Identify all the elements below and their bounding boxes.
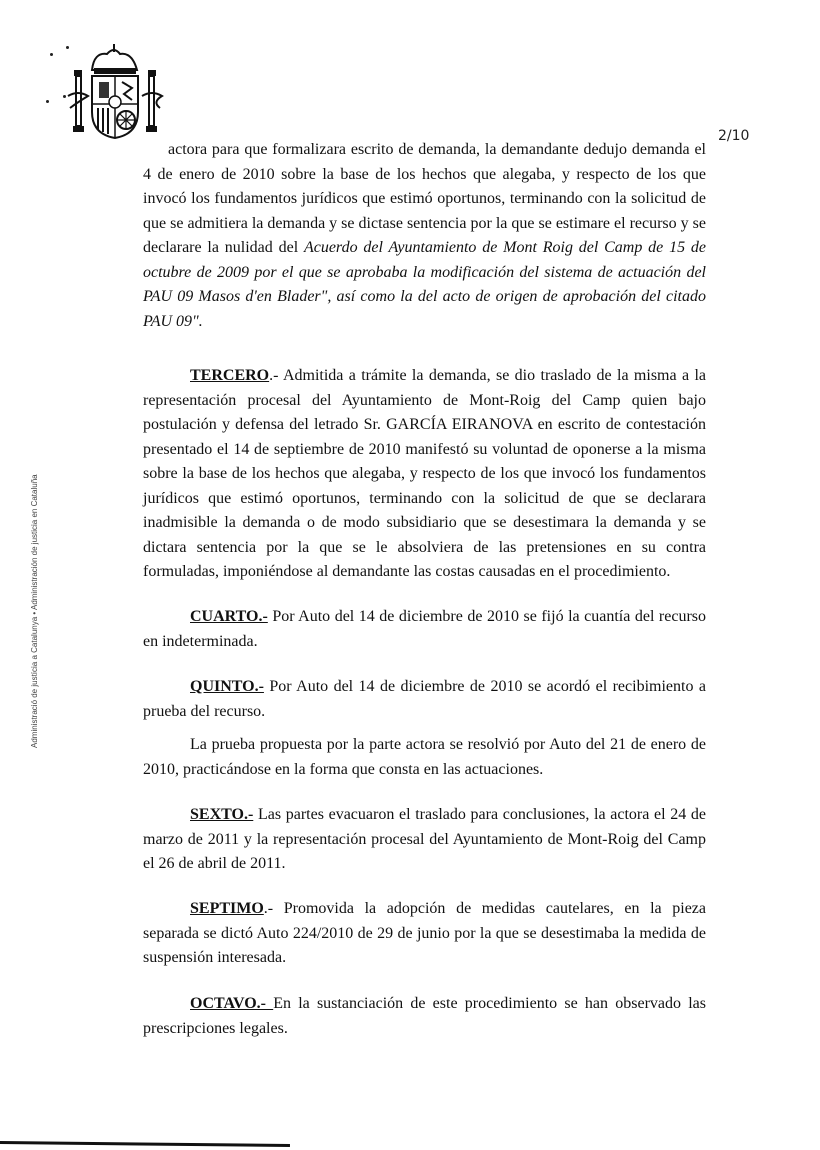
margin-watermark: Administració de justícia a Catalunya • Administración de justicia en Cataluña [30,474,39,748]
tercero-text: .- Admitida a trámite la demanda, se dio traslado de la misma a la representación procesal del Ayuntamiento de Mont-Roig del Camp quien bajo postulación y defensa del letrado Sr. GARCÍA EIRANOVA en escrito de contestación presentado el 14 de septiembre de 2010 manifestó su voluntad de oponerse a la misma sobre la base de los hechos que alegaba, y respecto de los que invocó los fundamentos jurídicos que estimó oportunos, terminando con la solicitud de que se declarara inadmisible la demanda o de modo subsidiario que se desestimara la demanda y se dictara sentencia por la que se le absolviera de las pretensiones en su contra formuladas, imponiéndose al demandante las costas causadas en el procedimiento. [143,367,706,580]
page-number: 2/10 [718,128,750,144]
heading-tercero: TERCERO [190,367,270,384]
paragraph-quinto-prueba [143,733,706,782]
paragraph-intro [143,138,706,334]
spanish-coat-of-arms-icon [62,42,172,142]
heading-sexto: SEXTO.- [190,806,254,823]
quinto-text-2: La prueba propuesta por la parte actora se resolvió por Auto del 21 de enero de 2010, practicándose en la forma que consta en las actuaciones. [143,736,706,778]
cuarto-text: Por Auto del 14 de diciembre de 2010 se fijó la cuantía del recurso en indeterminada. [143,608,706,650]
bottom-scan-edge-line [0,1141,290,1147]
paragraph-septimo [143,897,706,971]
quinto-text: Por Auto del 14 de diciembre de 2010 se acordó el recibimiento a prueba del recurso. [143,678,706,720]
paragraph-cuarto [143,605,706,654]
sexto-text: Las partes evacuaron el traslado para conclusiones, la actora el 24 de marzo de 2011 y la representación procesal del Ayuntamiento de Mont-Roig del Camp el 26 de abril de 2011. [143,806,706,872]
heading-cuarto: CUARTO.- [190,608,268,625]
intro-italic: Acuerdo del Ayuntamiento de Mont Roig del Camp de 15 de octubre de 2009 por el que se aprobaba la modificación del sistema de actuación del PAU 09 Masos d'en Blader", así como la del acto de origen de aprobación del citado PAU 09". [143,239,706,330]
heading-quinto: QUINTO.- [190,678,264,695]
paragraph-tercero [143,364,706,585]
heading-septimo: SEPTIMO [190,900,264,917]
heading-octavo: OCTAVO.- [190,995,274,1012]
intro-text: actora para que formalizara escrito de demanda, la demandante dedujo demanda el 4 de enero de 2010 sobre la base de los hechos que alegaba, y respecto de los que invocó los fundamentos jurídicos que estimó oportunos, terminando con la solicitud de que se admitiera la demanda y se dictase sentencia por la que se estimare el recurso y se declarare la nulidad del [143,141,706,256]
paragraph-quinto [143,675,706,724]
octavo-text: En la sustanciación de este procedimiento se han observado las prescripciones legales. [143,995,706,1037]
paragraph-octavo [143,992,706,1041]
septimo-text: .- Promovida la adopción de medidas cautelares, en la pieza separada se dictó Auto 224/2010 de 29 de junio por la que se desestimaba la medida de suspensión interesada. [143,900,706,966]
paragraph-sexto [143,803,706,877]
